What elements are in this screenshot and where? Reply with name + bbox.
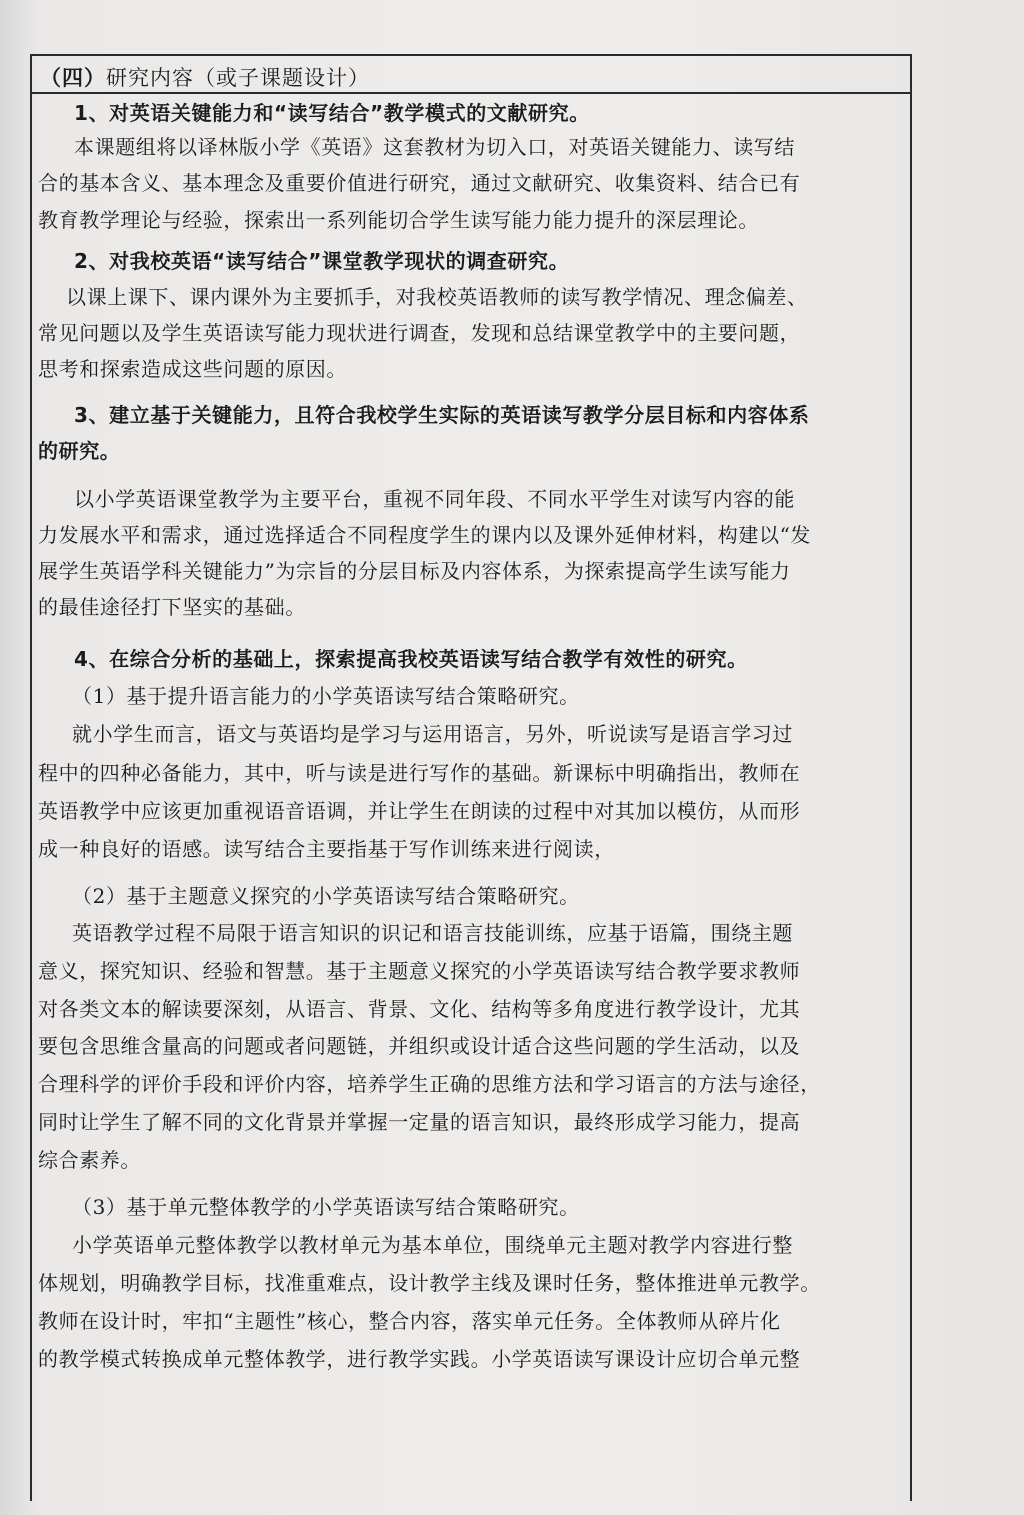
paragraph-line: 以小学英语课堂教学为主要平台，重视不同年段、不同水平学生对读写内容的能 [74, 487, 795, 511]
paragraph-line: 力发展水平和需求，通过选择适合不同程度学生的课内以及课外延伸材料，构建以“发 [38, 523, 812, 547]
paragraph-line: 合的基本含义、基本理念及重要价值进行研究，通过文献研究、收集资料、结合已有 [38, 171, 801, 195]
paragraph-line: 1、对英语关键能力和“读写结合”教学模式的文献研究。 [74, 101, 590, 125]
paragraph-line: 英语教学过程不局限于语言知识的识记和语言技能训练，应基于语篇，围绕主题 [72, 921, 793, 945]
paragraph-line: 4、在综合分析的基础上，探索提高我校英语读写结合教学有效性的研究。 [74, 647, 748, 671]
paragraph-line: 展学生英语学科关键能力”为宗旨的分层目标及内容体系，为探索提高学生读写能力 [38, 559, 791, 583]
paragraph-line: （2）基于主题意义探究的小学英语读写结合策略研究。 [72, 884, 580, 908]
paragraph-line: 的最佳途径打下坚实的基础。 [38, 595, 306, 619]
paragraph-line: 体规划，明确教学目标，找准重难点，设计教学主线及课时任务，整体推进单元教学。 [38, 1271, 821, 1295]
paragraph-line: 教育教学理论与经验，探索出一系列能切合学生读写能力能力提升的深层理论。 [38, 208, 759, 232]
paragraph-line: 综合素养。 [38, 1148, 141, 1172]
paragraph-line: 程中的四种必备能力，其中，听与读是进行写作的基础。新课标中明确指出，教师在 [38, 761, 801, 785]
paragraph-line: 2、对我校英语“读写结合”课堂教学现状的调查研究。 [74, 249, 570, 273]
paragraph-line: （3）基于单元整体教学的小学英语读写结合策略研究。 [72, 1195, 580, 1219]
paragraph-line: 以课上课下、课内课外为主要抓手，对我校英语教师的读写教学情况、理念偏差、 [66, 285, 808, 309]
paragraph-line: 意义，探究知识、经验和智慧。基于主题意义探究的小学英语读写结合教学要求教师 [38, 959, 801, 983]
section-title: 研究内容（或子课题设计） [106, 66, 370, 90]
paragraph-line: 同时让学生了解不同的文化背景并掌握一定量的语言知识，最终形成学习能力，提高 [38, 1110, 801, 1134]
form-table [30, 54, 912, 1501]
paragraph-line: 英语教学中应该更加重视语音语调，并让学生在朗读的过程中对其加以模仿，从而形 [38, 799, 801, 823]
paragraph-line: 常见问题以及学生英语读写能力现状进行调查，发现和总结课堂教学中的主要问题， [38, 321, 801, 345]
paragraph-line: 的研究。 [38, 439, 121, 463]
section-header-row [32, 56, 910, 94]
paragraph-line: 思考和探索造成这些问题的原因。 [38, 357, 347, 381]
paragraph-line: 合理科学的评价手段和评价内容，培养学生正确的思维方法和学习语言的方法与途径， [38, 1072, 821, 1096]
paragraph-line: 对各类文本的解读要深刻，从语言、背景、文化、结构等多角度进行教学设计，尤其 [38, 997, 801, 1021]
paragraph-line: 就小学生而言，语文与英语均是学习与运用语言，另外，听说读写是语言学习过 [72, 722, 793, 746]
section-number: （四） [40, 66, 106, 90]
paragraph-line: 要包含思维含量高的问题或者问题链，并组织或设计适合这些问题的学生活动，以及 [38, 1034, 801, 1058]
paragraph-line: 3、建立基于关键能力，且符合我校学生实际的英语读写教学分层目标和内容体系 [74, 403, 810, 427]
paragraph-line: 本课题组将以译林版小学《英语》这套教材为切入口，对英语关键能力、读写结 [74, 135, 795, 159]
paragraph-line: 小学英语单元整体教学以教材单元为基本单位，围绕单元主题对教学内容进行整 [72, 1233, 793, 1257]
paragraph-line: （1）基于提升语言能力的小学英语读写结合策略研究。 [72, 684, 580, 708]
paragraph-line: 的教学模式转换成单元整体教学，进行教学实践。小学英语读写课设计应切合单元整 [38, 1347, 801, 1371]
paragraph-line: 教师在设计时，牢扣“主题性”核心，整合内容，落实单元任务。全体教师从碎片化 [38, 1309, 781, 1333]
section-header [40, 62, 370, 92]
paragraph-line: 成一种良好的语感。读写结合主要指基于写作训练来进行阅读， [38, 837, 615, 861]
